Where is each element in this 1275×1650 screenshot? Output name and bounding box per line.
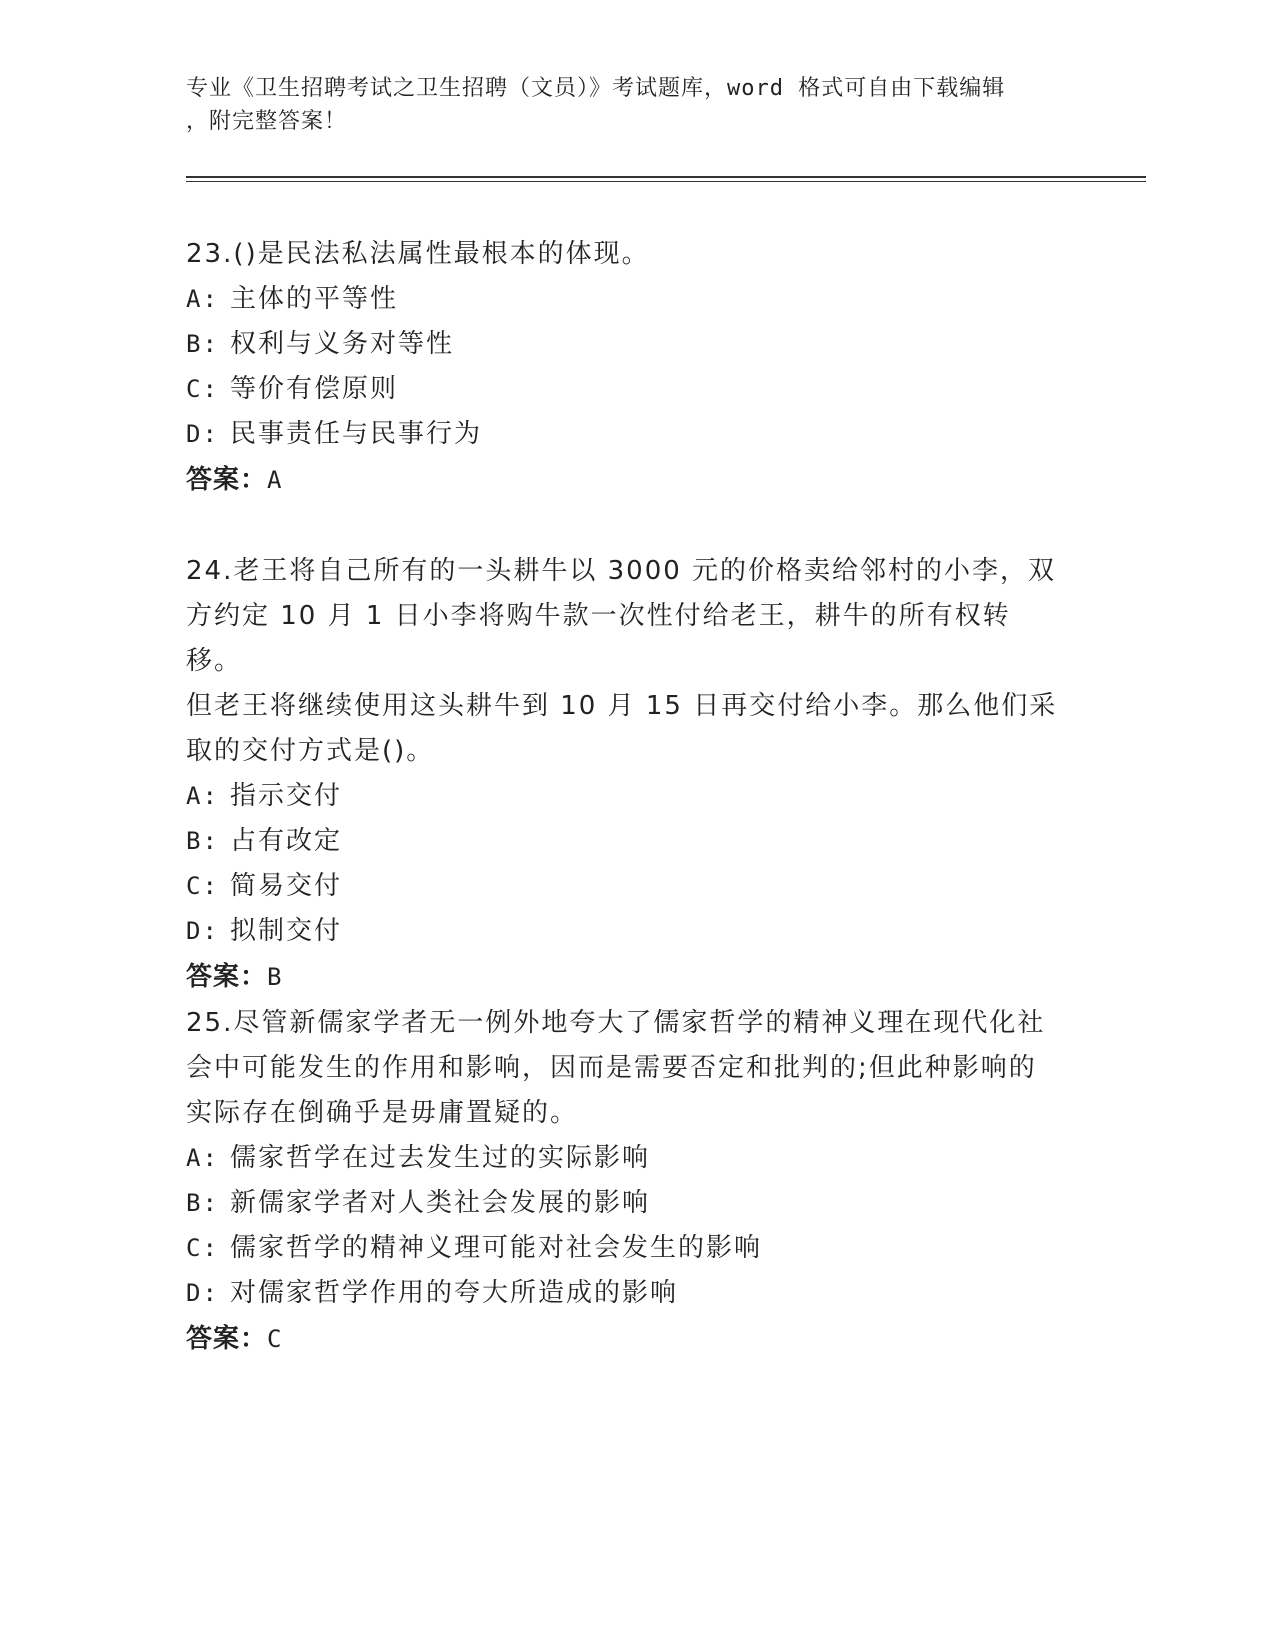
answer-line — [186, 1316, 1066, 1362]
option-letter: D: — [186, 420, 219, 448]
option-text: 拟制交付 — [230, 916, 343, 946]
option-letter: A: — [186, 285, 219, 313]
option-letter: C: — [186, 1234, 219, 1262]
question-stem-line: 取的交付方式是()。 — [186, 736, 435, 766]
option-c — [186, 367, 1066, 412]
header-divider-thick — [186, 176, 1146, 178]
option-text: 指示交付 — [230, 781, 343, 811]
option-b — [186, 819, 1066, 864]
header-divider-thin — [186, 181, 1146, 182]
option-text: 主体的平等性 — [230, 284, 399, 314]
option-text: 对儒家哲学作用的夸大所造成的影响 — [230, 1278, 679, 1308]
option-d — [186, 1271, 1066, 1316]
question-24 — [186, 549, 1066, 1000]
option-letter: B: — [186, 1189, 219, 1217]
question-stem-line: 25.尽管新儒家学者无一例外地夸大了儒家哲学的精神义理在现代化社 — [186, 1008, 1046, 1038]
header-line-2: ，附完整答案！ — [186, 109, 348, 134]
option-letter: A: — [186, 1144, 219, 1172]
option-text: 儒家哲学在过去发生过的实际影响 — [230, 1143, 651, 1173]
option-letter: B: — [186, 330, 219, 358]
option-text: 儒家哲学的精神义理可能对社会发生的影响 — [230, 1233, 763, 1263]
option-letter: C: — [186, 375, 219, 403]
question-23 — [186, 232, 1066, 503]
option-letter: D: — [186, 1279, 219, 1307]
option-c — [186, 864, 1066, 909]
option-text: 权利与义务对等性 — [230, 329, 455, 359]
option-text: 简易交付 — [230, 871, 343, 901]
option-c — [186, 1226, 1066, 1271]
option-text: 民事责任与民事行为 — [230, 419, 483, 449]
question-stem: 23.()是民法私法属性最根本的体现。 — [186, 239, 650, 269]
option-d — [186, 412, 1066, 457]
question-stem-line: 方约定 10 月 1 日小李将购牛款一次性付给老王，耕牛的所有权转移。 — [186, 601, 1011, 676]
option-d — [186, 909, 1066, 954]
option-text: 新儒家学者对人类社会发展的影响 — [230, 1188, 651, 1218]
option-text: 占有改定 — [230, 826, 343, 856]
question-stem-line: 24.老王将自己所有的一头耕牛以 3000 元的价格卖给邻村的小李，双 — [186, 556, 1057, 586]
question-stem-line: 实际存在倒确乎是毋庸置疑的。 — [186, 1098, 579, 1128]
option-a — [186, 277, 1066, 322]
document-header — [186, 72, 1066, 138]
question-25 — [186, 1001, 1066, 1362]
option-letter: A: — [186, 782, 219, 810]
answer-line — [186, 954, 1066, 1000]
answer-label: 答案： — [186, 962, 268, 992]
option-letter: B: — [186, 827, 219, 855]
answer-value: A — [267, 466, 283, 494]
answer-value: C — [267, 1325, 283, 1353]
option-letter: D: — [186, 917, 219, 945]
option-a — [186, 1136, 1066, 1181]
option-letter: C: — [186, 872, 219, 900]
answer-value: B — [267, 963, 283, 991]
option-b — [186, 1181, 1066, 1226]
answer-label: 答案： — [186, 1324, 268, 1354]
option-b — [186, 322, 1066, 367]
option-text: 等价有偿原则 — [230, 374, 399, 404]
question-stem-line: 但老王将继续使用这头耕牛到 10 月 15 日再交付给小李。那么他们采 — [186, 691, 1058, 721]
option-a — [186, 774, 1066, 819]
header-line-1: 专业《卫生招聘考试之卫生招聘（文员）》考试题库，word 格式可自由下载编辑 — [186, 76, 1006, 101]
question-stem-line: 会中可能发生的作用和影响，因而是需要否定和批判的;但此种影响的 — [186, 1053, 1037, 1083]
answer-label: 答案： — [186, 465, 268, 495]
answer-line — [186, 457, 1066, 503]
